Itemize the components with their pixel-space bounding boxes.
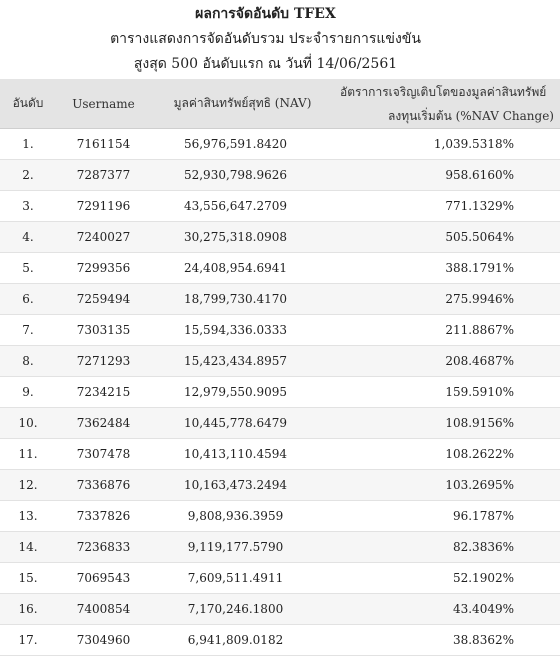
cell-growth: 43.4049% xyxy=(334,594,560,625)
column-header-nav: มูลค่าสินทรัพย์สุทธิ (NAV) xyxy=(151,79,334,129)
cell-nav: 9,119,177.5790 xyxy=(151,532,334,563)
cell-username: 7069543 xyxy=(56,563,151,594)
cell-rank: 11. xyxy=(0,439,56,470)
cell-rank: 7. xyxy=(0,315,56,346)
cell-growth: 52.1902% xyxy=(334,563,560,594)
cell-username: 7287377 xyxy=(56,160,151,191)
table-row xyxy=(0,346,560,377)
ranking-table xyxy=(0,79,560,656)
table-row xyxy=(0,222,560,253)
cell-username: 7299356 xyxy=(56,253,151,284)
cell-username: 7362484 xyxy=(56,408,151,439)
cell-username: 7303135 xyxy=(56,315,151,346)
cell-growth: 275.9946% xyxy=(334,284,560,315)
cell-nav: 7,170,246.1800 xyxy=(151,594,334,625)
table-row xyxy=(0,470,560,501)
column-header-rank: อันดับ xyxy=(0,79,56,129)
cell-growth: 96.1787% xyxy=(334,501,560,532)
cell-growth: 505.5064% xyxy=(334,222,560,253)
column-header-username: Username xyxy=(56,79,151,129)
cell-username: 7236833 xyxy=(56,532,151,563)
table-row xyxy=(0,129,560,160)
column-header-growth xyxy=(334,79,560,129)
table-row xyxy=(0,191,560,222)
cell-nav: 52,930,798.9626 xyxy=(151,160,334,191)
table-header-row xyxy=(0,79,560,129)
cell-username: 7304960 xyxy=(56,625,151,656)
page-title: ผลการจัดอันดับ TFEX xyxy=(195,6,336,22)
table-row xyxy=(0,160,560,191)
cell-nav: 30,275,318.0908 xyxy=(151,222,334,253)
cell-username: 7307478 xyxy=(56,439,151,470)
cell-nav: 18,799,730.4170 xyxy=(151,284,334,315)
table-row xyxy=(0,408,560,439)
cell-rank: 6. xyxy=(0,284,56,315)
table-row xyxy=(0,594,560,625)
cell-rank: 14. xyxy=(0,532,56,563)
cell-nav: 10,163,473.2494 xyxy=(151,470,334,501)
cell-username: 7161154 xyxy=(56,129,151,160)
table-row xyxy=(0,377,560,408)
cell-username: 7400854 xyxy=(56,594,151,625)
cell-username: 7291196 xyxy=(56,191,151,222)
cell-rank: 15. xyxy=(0,563,56,594)
cell-username: 7234215 xyxy=(56,377,151,408)
cell-rank: 3. xyxy=(0,191,56,222)
table-row xyxy=(0,315,560,346)
cell-growth: 771.1329% xyxy=(334,191,560,222)
cell-growth: 103.2695% xyxy=(334,470,560,501)
cell-username: 7336876 xyxy=(56,470,151,501)
cell-rank: 2. xyxy=(0,160,56,191)
cell-growth: 388.1791% xyxy=(334,253,560,284)
page-subtitle-date: สูงสุด 500 อันดับแรก ณ วันที่ 14/06/2561 xyxy=(133,56,398,72)
cell-growth: 1,039.5318% xyxy=(334,129,560,160)
column-header-growth-line2: ลงทุนเริ่มต้น (%NAV Change) xyxy=(388,108,554,123)
page-subtitle: ตารางแสดงการจัดอันดับรวม ประจำรายการแข่งขัน xyxy=(110,31,421,47)
cell-rank: 5. xyxy=(0,253,56,284)
cell-nav: 43,556,647.2709 xyxy=(151,191,334,222)
cell-nav: 10,413,110.4594 xyxy=(151,439,334,470)
cell-nav: 7,609,511.4911 xyxy=(151,563,334,594)
cell-growth: 159.5910% xyxy=(334,377,560,408)
cell-username: 7271293 xyxy=(56,346,151,377)
cell-nav: 15,423,434.8957 xyxy=(151,346,334,377)
table-row xyxy=(0,439,560,470)
cell-growth: 108.2622% xyxy=(334,439,560,470)
cell-rank: 1. xyxy=(0,129,56,160)
cell-rank: 4. xyxy=(0,222,56,253)
cell-growth: 958.6160% xyxy=(334,160,560,191)
cell-nav: 24,408,954.6941 xyxy=(151,253,334,284)
table-body xyxy=(0,129,560,656)
column-header-growth-line1: อัตราการเจริญเติบโตของมูลค่าสินทรัพย์ xyxy=(340,84,547,99)
cell-growth: 211.8867% xyxy=(334,315,560,346)
cell-rank: 8. xyxy=(0,346,56,377)
cell-nav: 9,808,936.3959 xyxy=(151,501,334,532)
table-row xyxy=(0,532,560,563)
cell-nav: 12,979,550.9095 xyxy=(151,377,334,408)
cell-nav: 56,976,591.8420 xyxy=(151,129,334,160)
cell-rank: 9. xyxy=(0,377,56,408)
table-row xyxy=(0,625,560,656)
cell-nav: 6,941,809.0182 xyxy=(151,625,334,656)
cell-rank: 10. xyxy=(0,408,56,439)
cell-rank: 13. xyxy=(0,501,56,532)
cell-rank: 17. xyxy=(0,625,56,656)
cell-growth: 82.3836% xyxy=(334,532,560,563)
cell-rank: 16. xyxy=(0,594,56,625)
cell-growth: 38.8362% xyxy=(334,625,560,656)
cell-nav: 15,594,336.0333 xyxy=(151,315,334,346)
table-row xyxy=(0,563,560,594)
cell-growth: 108.9156% xyxy=(334,408,560,439)
table-row xyxy=(0,284,560,315)
cell-username: 7240027 xyxy=(56,222,151,253)
page-heading xyxy=(0,0,531,77)
cell-nav: 10,445,778.6479 xyxy=(151,408,334,439)
cell-username: 7259494 xyxy=(56,284,151,315)
cell-growth: 208.4687% xyxy=(334,346,560,377)
cell-username: 7337826 xyxy=(56,501,151,532)
cell-rank: 12. xyxy=(0,470,56,501)
table-row xyxy=(0,253,560,284)
table-row xyxy=(0,501,560,532)
